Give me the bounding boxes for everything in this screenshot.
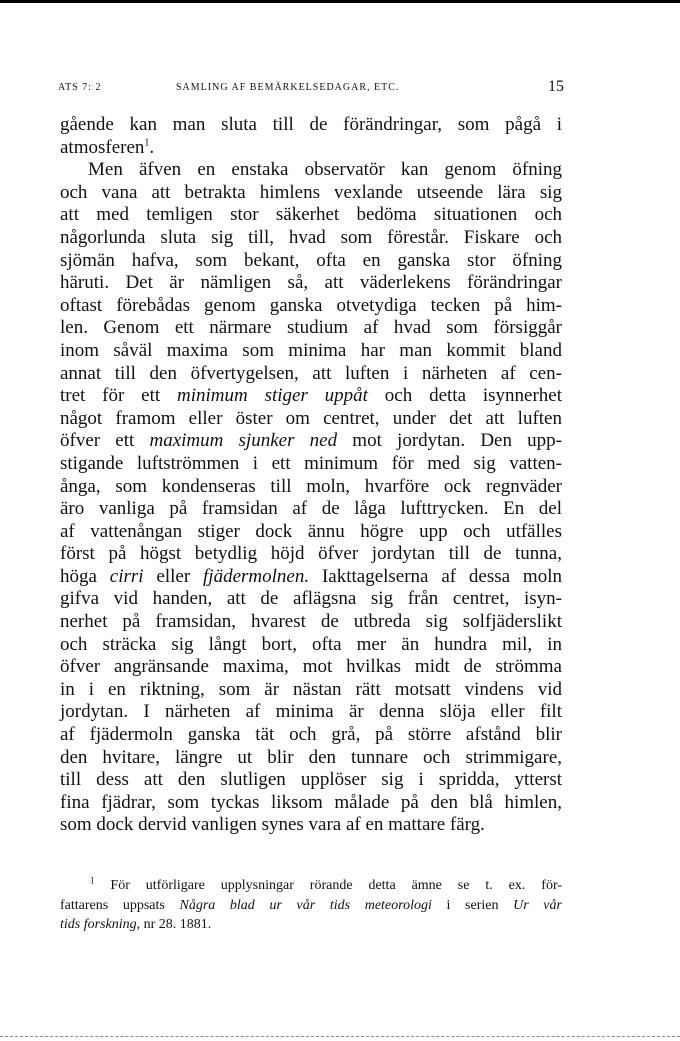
text-line: inom såväl maxima som minima har man kommit bland <box>60 339 562 361</box>
footnote-line <box>60 915 562 935</box>
italic-text: cirri <box>109 565 144 587</box>
text-line <box>60 137 562 160</box>
text-line: sjömän hafva, som bekant, ofta en ganska stor öfning <box>60 249 562 271</box>
text-line: den hvitare, längre ut blir den tunnare och strimmigare, <box>60 746 562 768</box>
bottom-edge <box>0 1036 680 1037</box>
text-line: oftast förebådas genom ganska otvetydiga tecken på him- <box>60 294 562 316</box>
body-text <box>60 114 562 837</box>
text-fragment: . <box>149 136 155 158</box>
page-number: 15 <box>548 78 564 95</box>
text-line: först på högst betydlig höjd öfver jordytan till de tunna, <box>60 543 562 565</box>
text-line: gående kan man sluta till de förändringar, som pågå i <box>60 114 562 135</box>
text-line: jordytan. I närheten af minima är denna slöja eller filt <box>60 701 562 723</box>
running-head <box>58 78 564 98</box>
text-line <box>60 385 562 408</box>
text-line: annat till den öfvertygelsen, att luften i närheten af cen- <box>60 362 562 384</box>
running-title: SAMLING AF BEMÄRKELSEDAGAR, ETC. <box>176 82 400 93</box>
text-line: ånga, som kondenseras till moln, hvarföre ock regnväder <box>60 475 562 497</box>
text-fragment: mot jordytan. Den upp- <box>337 430 562 452</box>
text-fragment: tret för ett <box>60 385 177 407</box>
top-border <box>0 0 680 3</box>
text-line: af vattenångan stiger dock ännu högre upp och utfälles <box>60 520 562 542</box>
text-line: någorlunda sluta sig till, hvad som förestår. Fiskare och <box>60 226 562 248</box>
text-fragment: och detta isynnerhet <box>367 385 562 407</box>
footnote-reference: 1 <box>144 137 150 149</box>
text-line <box>60 430 562 453</box>
text-line: häruti. Det är nämligen så, att väderlekens förändringar <box>60 272 562 294</box>
text-line: fina fjädrar, som tyckas liksom målade på den blå himlen, <box>60 791 562 813</box>
text-line: till dess att den slutligen upplöser sig i spridda, ytterst <box>60 769 562 791</box>
text-fragment: i serien <box>431 897 514 913</box>
italic-text: maximum sjunker ned <box>149 430 338 452</box>
text-fragment: höga <box>60 565 110 587</box>
text-line: in i en riktning, som är nästan rätt motsatt vindens vid <box>60 678 562 700</box>
footnote-line <box>60 876 562 896</box>
text-fragment: fattarens uppsats <box>60 897 180 913</box>
text-line: och vana att betrakta himlens vexlande utseende lära sig <box>60 181 562 203</box>
text-line: som dock dervid vanligen synes vara af en mattare färg. <box>60 814 485 836</box>
text-fragment: Iakttagelserna af dessa moln <box>309 565 562 587</box>
italic-text: minimum stiger uppåt <box>177 385 368 407</box>
italic-text: Några blad ur vår tids meteorologi <box>179 897 432 913</box>
footnote-mark: 1 <box>90 875 95 886</box>
footnote-line <box>60 896 562 916</box>
text-line: af fjädermoln ganska tät och grå, på större afstånd blir <box>60 724 562 746</box>
text-line: stigande luftströmmen i ett minimum för med sig vatten- <box>60 452 562 474</box>
text-line: len. Genom ett närmare studium af hvad som försiggår <box>60 317 562 339</box>
text-fragment: eller <box>143 565 204 587</box>
text-line: att med temligen stor säkerhet bedöma situationen och <box>60 204 562 226</box>
text-line: något framom eller öster om centret, under det att luften <box>60 407 562 429</box>
series-label: ATS 7: 2 <box>58 82 102 93</box>
italic-text: tids forskning, <box>60 917 141 932</box>
text-fragment: öfver ett <box>60 430 150 452</box>
text-line <box>60 566 562 589</box>
text-fragment: atmosferen <box>60 136 145 158</box>
text-line: äro vanliga på framsidan af de låga lufttrycken. En del <box>60 498 562 520</box>
text-fragment: För utförligare upplysningar rörande detta ämne se t. ex. för- <box>110 878 563 893</box>
text-line: och sträcka sig långt bort, ofta mer än hundra mil, in <box>60 633 562 655</box>
italic-text: Ur vår <box>513 897 562 913</box>
italic-text: fjädermolnen. <box>203 565 310 587</box>
text-line: öfver angränsande maxima, mot hvilkas midt de strömma <box>60 656 562 678</box>
footnote <box>60 876 562 935</box>
text-fragment: nr 28. 1881. <box>140 917 212 932</box>
text-line: nerhet på framsidan, hvarest de utbreda sig solfjäderslikt <box>60 611 562 633</box>
text-line: Men äfven en enstaka observatör kan genom öfning <box>88 159 562 181</box>
text-line: gifva vid handen, att de aflägsna sig från centret, isyn- <box>60 588 562 610</box>
